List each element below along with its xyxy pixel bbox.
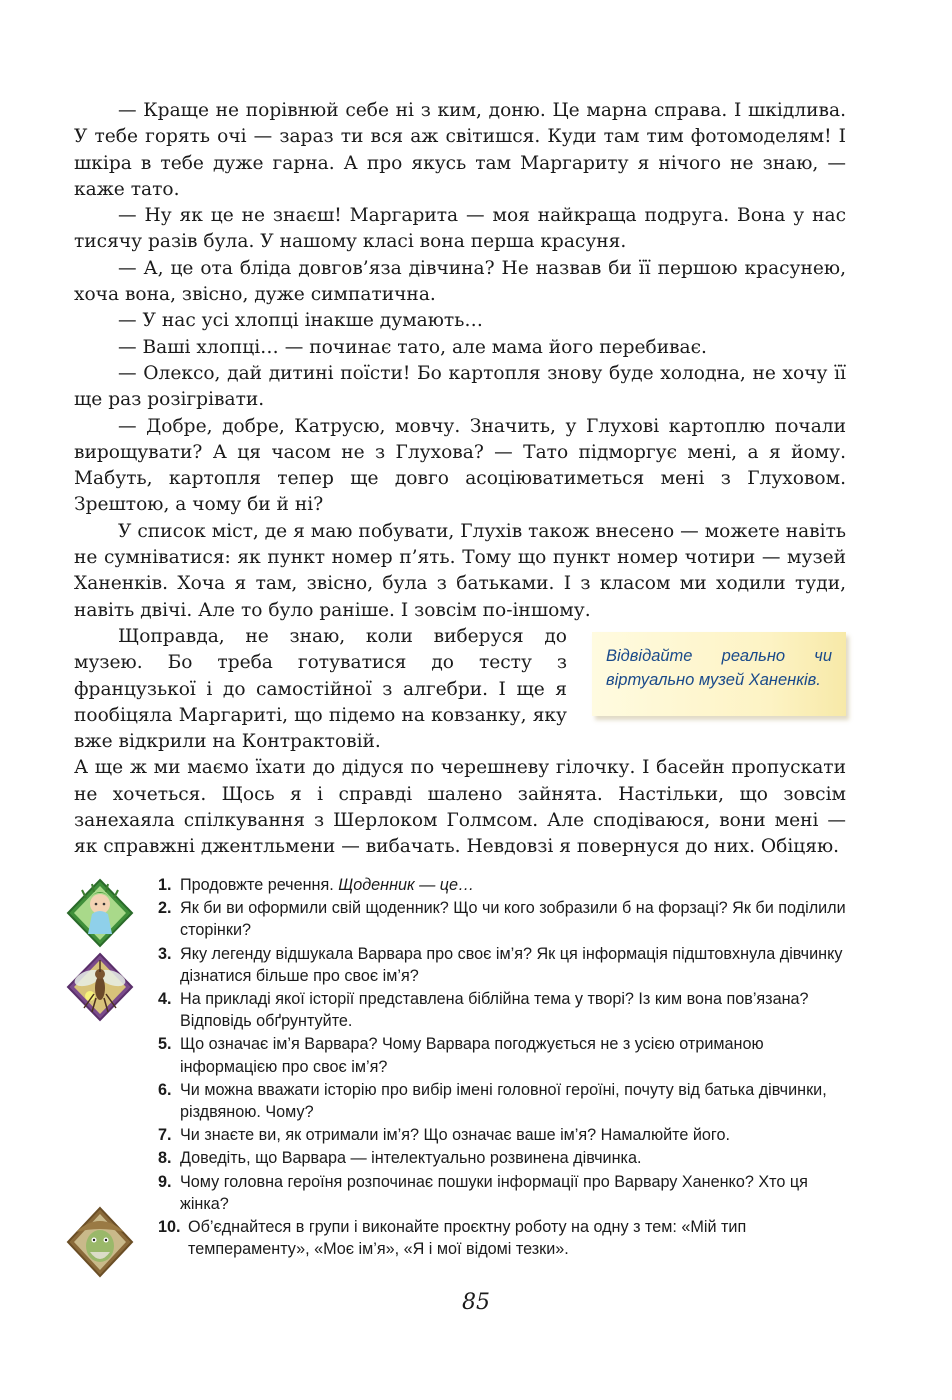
question-number: 2. <box>158 899 172 918</box>
question-item <box>158 943 848 987</box>
paragraph: — Олексо, дай дитині поїсти! Бо картопля знову буде холодна, не хочу її ще раз розігрівати. <box>74 362 846 411</box>
question-item <box>158 1171 848 1215</box>
mosquito-icon <box>66 952 134 1022</box>
question-item <box>158 988 848 1032</box>
question-number: 4. <box>158 990 172 1009</box>
question-text: На прикладі якої історії представлена біблійна тема у творі? Із ким вона пов’язана? Відповідь обґрунтуйте. <box>180 990 809 1031</box>
question-item <box>158 874 848 896</box>
question-number: 8. <box>158 1149 172 1168</box>
question-item <box>158 897 848 941</box>
question-number: 3. <box>158 944 172 963</box>
question-item <box>158 1079 848 1123</box>
question-number: 7. <box>158 1126 172 1145</box>
paragraph: Щоправда, не знаю, коли виберуся до музею. Бо треба готуватися до тесту з французької і до самостійної з алгебри. І ще я пообіцяла Маргариті, що підемо на ковзанку, яку вже відкрили на Контрактовій. <box>74 625 567 753</box>
question-text: Чи можна вважати історію про вибір імені головної героїні, почуту від батька дівчинки, різдвяною. Чому? <box>180 1080 827 1122</box>
question-text: Доведіть, що Варвара — інтелектуально розвинена дівчинка. <box>180 1149 642 1168</box>
paragraph: — А, це ота бліда довгов’яза дівчина? Не назвав би її першою красунею, хоча вона, звісно, дуже симпатична. <box>74 257 846 306</box>
paragraph: — Добре, добре, Катрусю, мовчу. Значить, у Глухові картоплю почали вирощувати? А ця часом не з Глухова? — Тато підморгує мені, а я йому. Мабуть, картопля тепер ще довго асоціюватиметься мені з Глуховом. Зрештою, а чому би й ні? <box>74 415 846 516</box>
question-item <box>158 1147 848 1169</box>
paragraph: — У нас усі хлопці інакше думають… <box>118 310 483 332</box>
question-number: 10. <box>158 1218 181 1237</box>
question-text: Чи знаєте ви, як отримали ім’я? Що означає ваше ім’я? Намалюйте його. <box>180 1126 730 1145</box>
fairy-girl-icon <box>66 878 134 948</box>
page-number: 85 <box>462 1290 490 1315</box>
story-text <box>74 98 846 861</box>
museum-sidenote: Відвідайте реально чи віртуально музей Ханенків. <box>592 632 846 716</box>
question-item <box>158 1033 848 1077</box>
question-number: 5. <box>158 1035 172 1054</box>
paragraph: — Ваші хлопці… — починає тато, але мама його перебиває. <box>118 336 707 358</box>
paragraph: У список міст, де я маю побувати, Глухів також внесено — можете навіть не сумніватися: як пункт номер п’ять. Тому що пункт номер чотири — музей Ханенків. Хоча я там, звісно, була з батьками. І з класом ми ходили туди, навіть двічі. Але то було раніше. І зовсім по-іншому. <box>74 520 846 621</box>
paragraph: — Ну як це не знаєш! Маргарита — моя найкраща подруга. Вона у нас тисячу разів була. У нашому класі вона перша красуня. <box>74 205 846 253</box>
question-number: 1. <box>158 876 172 894</box>
question-text: Що означає ім’я Варвара? Чому Варвара погоджується не з усією отриманою інформацією про своє ім’я? <box>180 1035 764 1076</box>
forest-gnome-icon <box>66 1206 134 1278</box>
question-number: 6. <box>158 1080 172 1099</box>
question-text: Як би ви оформили свій щоденник? Що чи кого зобразили б на форзаці? Як би поділили сторінки? <box>180 899 846 940</box>
question-item <box>158 1216 848 1260</box>
paragraph: — Краще не порівнюй себе ні з ким, доню. Це марна справа. І шкідлива. У тебе горять очі — зараз ти вся аж світишся. Куди там тим фотомоделям! І шкіра в тебе дуже гарна. А про якусь там Маргариту я нічого не знаю, — каже тато. <box>74 100 846 200</box>
question-text: Продовжте речення. <box>180 876 339 894</box>
question-text-italic: Щоденник — це… <box>338 876 475 894</box>
paragraph-with-sidenote <box>74 624 846 755</box>
question-text: Чому головна героїня розпочинає пошуки інформації про Варвару Ханенко? Хто ця жінка? <box>180 1172 808 1213</box>
question-item <box>158 1124 848 1146</box>
question-text: Об’єднайтеся в групи і виконайте проєктну роботу на одну з тем: «Мій тип темпераменту», «Моє ім’я», «Я і мої відомі тезки». <box>188 1218 747 1259</box>
question-text: Яку легенду відшукала Варвара про своє ім’я? Як ця інформація підштовхнула дівчинку дізнатися більше про своє ім’я? <box>180 944 843 985</box>
question-number: 9. <box>158 1172 172 1191</box>
questions-list <box>158 874 848 1261</box>
paragraph-continuation: А ще ж ми маємо їхати до дідуся по черешневу гілочку. І басейн пропускати не хочеться. Щось я і справді шалено зайнята. Настільки, що зовсім занехаяла спілкування з Шерлоком Голмсом. Але сподіваюся, вони мені — як справжні джентльмени — вибачать. Невдовзі я повернуся до них. Обіцяю. <box>74 757 846 858</box>
